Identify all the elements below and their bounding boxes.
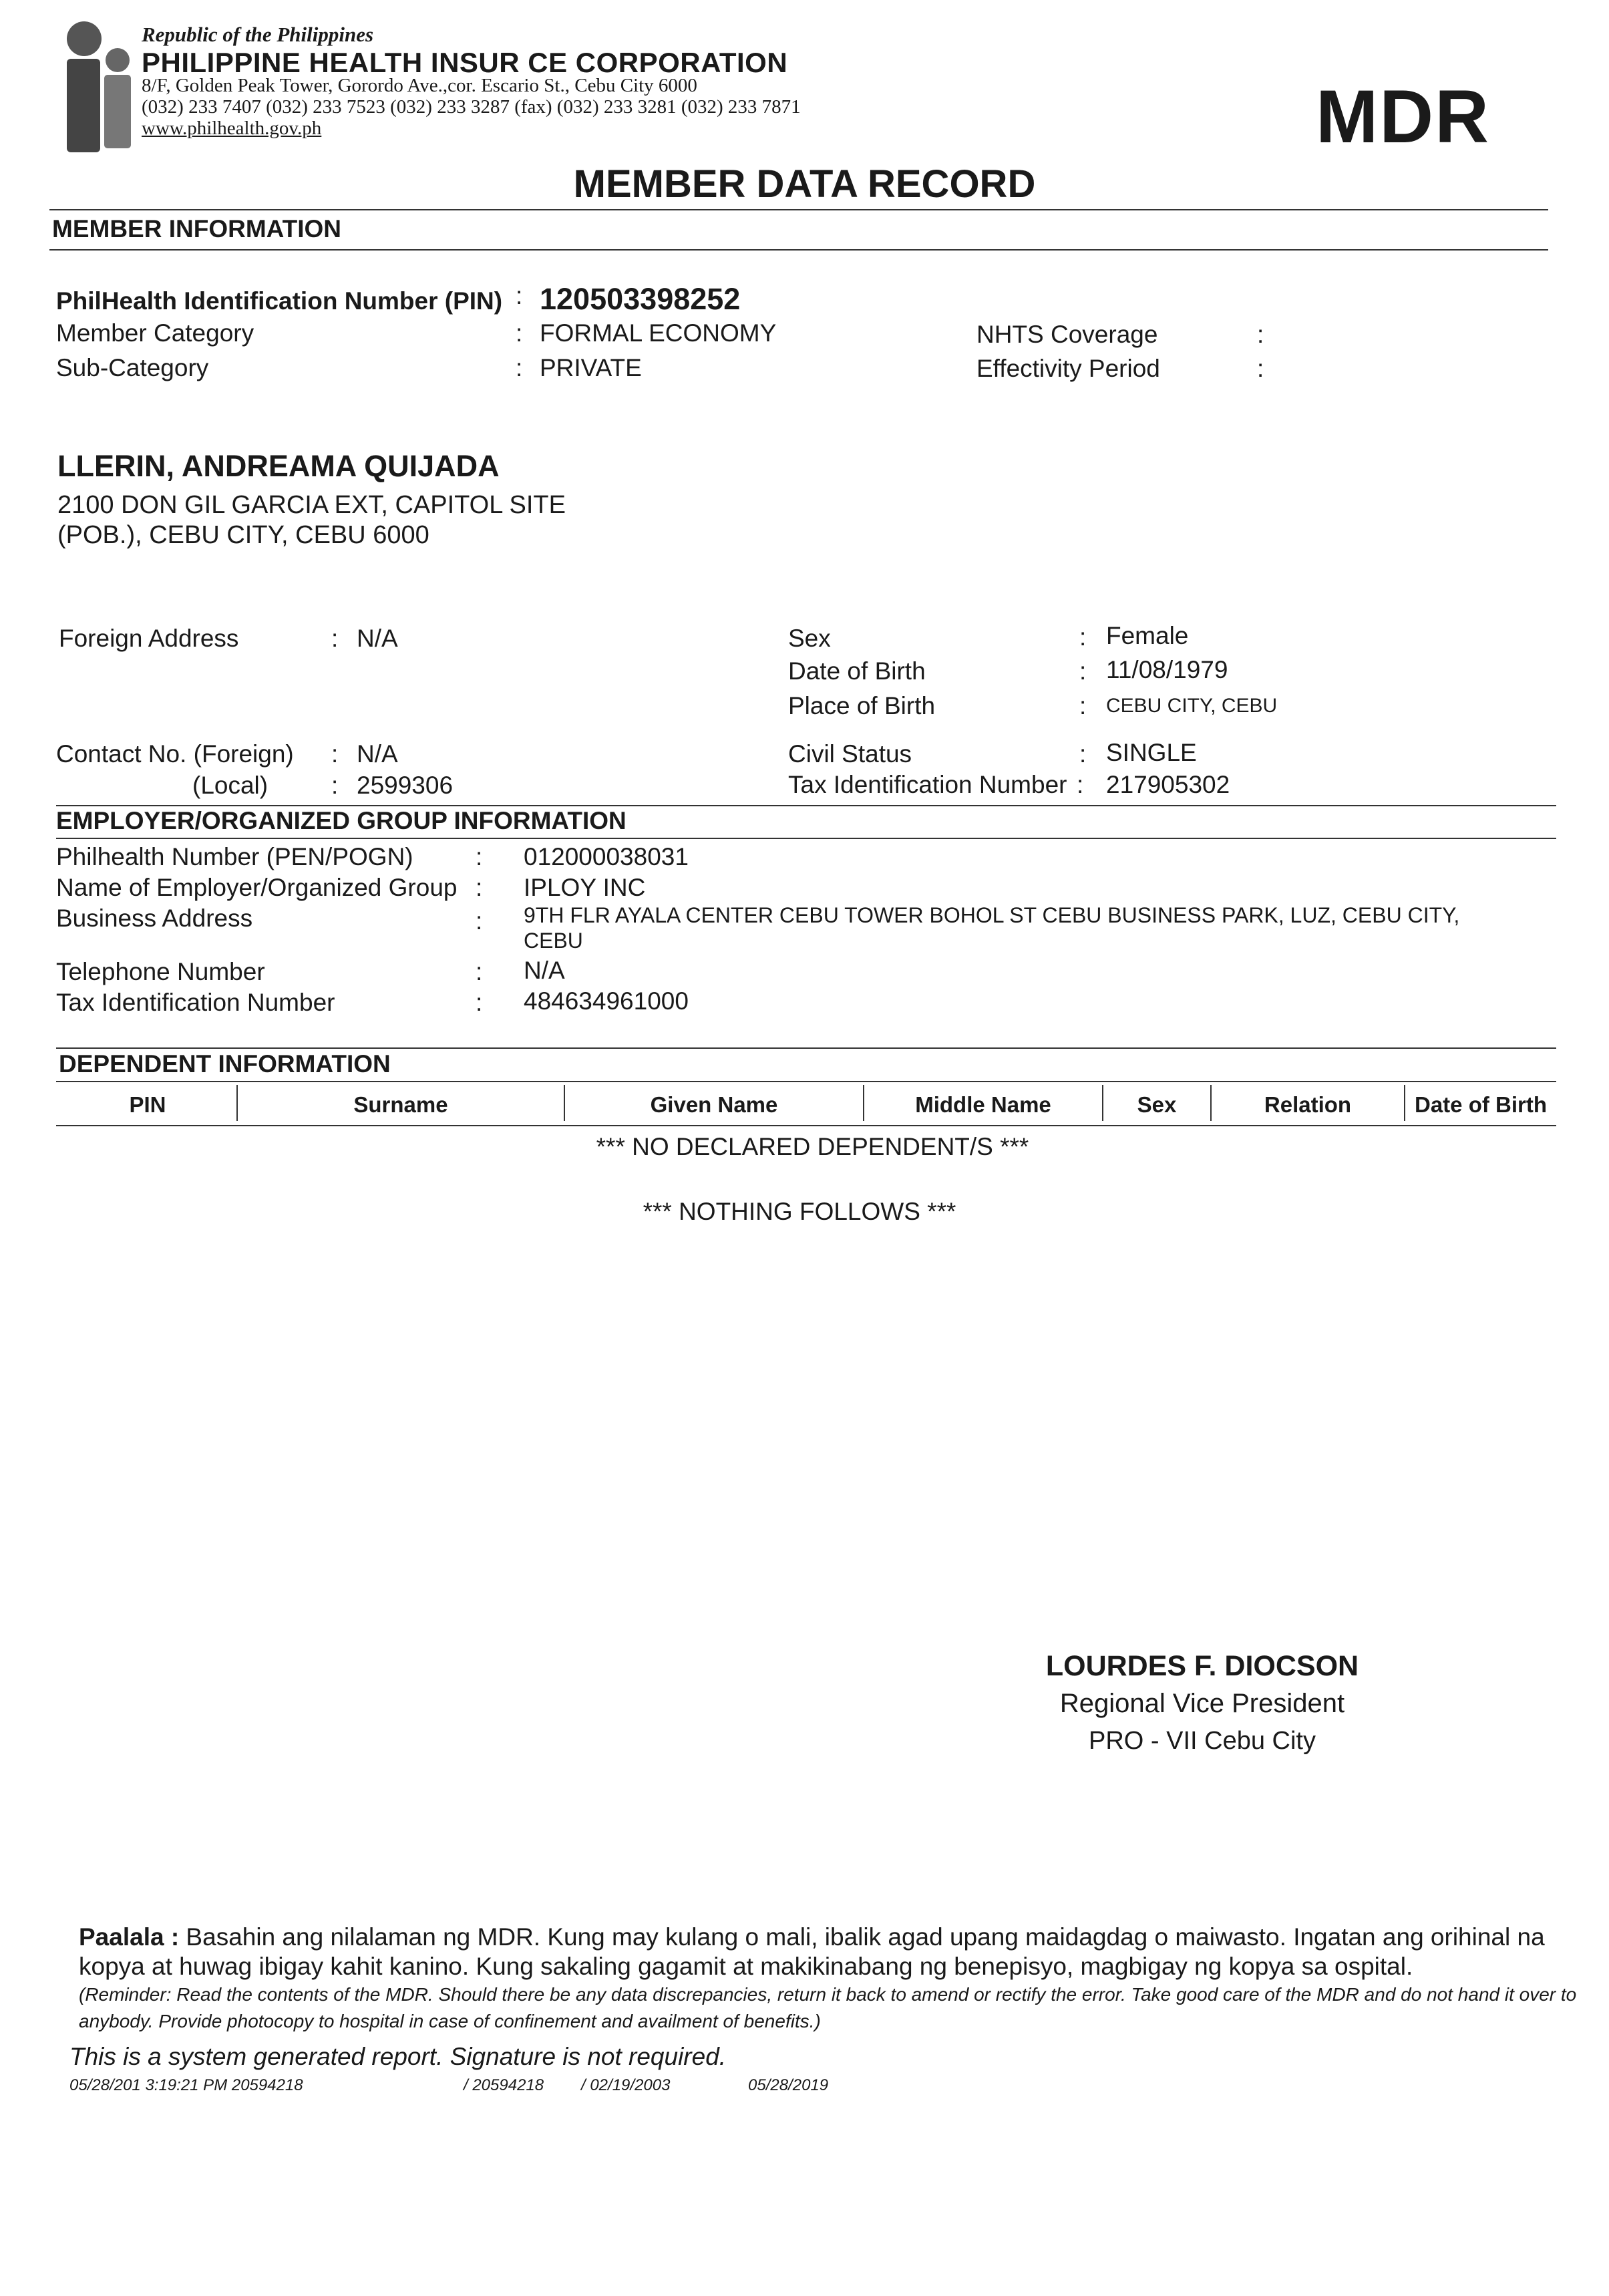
category-colon: :	[516, 319, 523, 347]
subcategory-colon: :	[516, 354, 523, 381]
employer-info-heading: EMPLOYER/ORGANIZED GROUP INFORMATION	[56, 807, 627, 834]
effectivity-colon: :	[1257, 355, 1264, 382]
employer-name-value: IPLOY INC	[524, 874, 646, 901]
divider	[56, 1081, 1556, 1082]
footer-ref2: / 02/19/2003	[581, 2076, 671, 2094]
pin-colon: :	[516, 282, 523, 309]
employer-tin-colon: :	[476, 989, 483, 1016]
contact-foreign-colon: :	[331, 740, 339, 768]
employer-name-colon: :	[476, 874, 483, 901]
divider	[56, 1047, 1556, 1049]
member-name: LLERIN, ANDREAMA QUIJADA	[57, 449, 500, 483]
signatory-block	[1002, 1647, 1403, 1760]
civil-status-colon: :	[1079, 740, 1087, 768]
pen-label: Philhealth Number (PEN/POGN)	[56, 843, 413, 870]
divider	[56, 1125, 1556, 1126]
contact-foreign-label: Contact No. (Foreign)	[56, 740, 294, 768]
business-address-line1: 9TH FLR AYALA CENTER CEBU TOWER BOHOL ST CEBU BUSINESS PARK, LUZ, CEBU CITY,	[524, 903, 1460, 927]
footer-ref3: 05/28/2019	[748, 2076, 829, 2094]
pob-colon: :	[1079, 692, 1087, 719]
reminder-filipino	[79, 1923, 1582, 1981]
divider	[56, 838, 1556, 839]
employer-tin-label: Tax Identification Number	[56, 989, 335, 1016]
nhts-label: NHTS Coverage	[976, 321, 1158, 348]
col-surname: Surname	[353, 1092, 448, 1117]
divider	[56, 805, 1556, 806]
nothing-follows-text: *** NOTHING FOLLOWS ***	[643, 1198, 956, 1225]
footer-ref1: / 20594218	[464, 2076, 544, 2094]
reminder-english: (Reminder: Read the contents of the MDR. Should there be any data discrepancies, return it back to amend or rectify the error. Take good care of the MDR and do not hand it over to anybody. Provide photocopy to hospital in case of confinement and availment of benefits.)	[79, 1984, 1577, 2031]
category-value: FORMAL ECONOMY	[540, 319, 777, 347]
foreign-address-colon: :	[331, 625, 339, 652]
member-address-line1: 2100 DON GIL GARCIA EXT, CAPITOL SITE	[57, 491, 566, 519]
dob-colon: :	[1079, 657, 1087, 685]
no-dependents-text: *** NO DECLARED DEPENDENT/S ***	[596, 1133, 1029, 1160]
nhts-colon: :	[1257, 321, 1264, 348]
business-address-label: Business Address	[56, 905, 253, 932]
contact-foreign-value: N/A	[357, 740, 398, 768]
telephone-value: N/A	[524, 957, 565, 984]
employer-tin-value: 484634961000	[524, 987, 689, 1015]
sex-label: Sex	[788, 625, 831, 652]
telephone-label: Telephone Number	[56, 958, 265, 985]
subcategory-value: PRIVATE	[540, 354, 642, 381]
pen-colon: :	[476, 843, 483, 870]
member-tin-label: Tax Identification Number	[788, 771, 1067, 798]
sex-colon: :	[1079, 623, 1087, 651]
corporation-name: PHILIPPINE HEALTH INSUR CE CORPORATION	[142, 47, 788, 78]
divider	[49, 209, 1548, 210]
dependent-info-heading: DEPENDENT INFORMATION	[59, 1050, 391, 1078]
dob-value: 11/08/1979	[1106, 656, 1228, 683]
effectivity-label: Effectivity Period	[976, 355, 1160, 382]
civil-status-label: Civil Status	[788, 740, 912, 768]
signatory-title: Regional Vice President	[1059, 1689, 1345, 1718]
member-info-heading: MEMBER INFORMATION	[52, 215, 341, 242]
page-title: MEMBER DATA RECORD	[573, 162, 1036, 206]
member-tin-value: 217905302	[1106, 771, 1230, 798]
employer-name-label: Name of Employer/Organized Group	[56, 874, 458, 901]
office-address	[142, 75, 801, 118]
document-code: MDR	[1316, 75, 1491, 158]
member-address-line2: (POB.), CEBU CITY, CEBU 6000	[57, 521, 429, 549]
category-label: Member Category	[56, 319, 254, 347]
pin-label: PhilHealth Identification Number (PIN)	[56, 287, 503, 315]
signatory-office: PRO - VII Cebu City	[1089, 1727, 1316, 1755]
contact-local-colon: :	[331, 772, 339, 799]
republic-text: Republic of the Philippines	[142, 23, 374, 46]
col-date-of-birth: Date of Birth	[1415, 1092, 1547, 1117]
col-pin: PIN	[129, 1092, 166, 1117]
contact-local-label: (Local)	[192, 772, 269, 799]
col-middle-name: Middle Name	[915, 1092, 1051, 1117]
divider	[49, 249, 1548, 251]
col-sex: Sex	[1137, 1092, 1177, 1117]
reminder-text: Basahin ang nilalaman ng MDR. Kung may kulang o mali, ibalik agad upang maidagdag o maiwasto. Ingatan ang orihinal na kopya at huwag ibigay kahit kanino. Kung sakaling gagamit at makikinabang ng benepisyo, magbigay ng kopya sa ospital.	[79, 1923, 1545, 1980]
footer-generated: 05/28/201 3:19:21 PM 20594218	[69, 2076, 303, 2094]
reminder-label: Paalala :	[79, 1923, 180, 1951]
member-tin-colon: :	[1077, 771, 1084, 798]
col-relation: Relation	[1264, 1092, 1352, 1117]
office-street: 8/F, Golden Peak Tower, Gorordo Ave.,cor. Escario St., Cebu City 6000	[142, 75, 697, 96]
telephone-colon: :	[476, 958, 483, 985]
subcategory-label: Sub-Category	[56, 354, 209, 381]
business-address-colon: :	[476, 907, 483, 935]
civil-status-value: SINGLE	[1106, 739, 1197, 766]
pob-label: Place of Birth	[788, 692, 936, 719]
office-phones: (032) 233 7407 (032) 233 7523 (032) 233 3287 (fax) (032) 233 3281 (032) 233 7871	[142, 96, 801, 118]
foreign-address-label: Foreign Address	[59, 625, 239, 652]
philhealth-logo	[61, 20, 134, 154]
dob-label: Date of Birth	[788, 657, 926, 685]
system-generated-note: This is a system generated report. Signature is not required.	[69, 2043, 727, 2070]
sex-value: Female	[1106, 622, 1189, 649]
business-address-line2: CEBU	[524, 929, 583, 953]
pob-value: CEBU CITY, CEBU	[1106, 695, 1278, 717]
website-link[interactable]: www.philhealth.gov.ph	[142, 118, 322, 139]
contact-local-value: 2599306	[357, 772, 454, 799]
pin-value: 120503398252	[540, 282, 741, 316]
signatory-name: LOURDES F. DIOCSON	[1045, 1650, 1359, 1682]
pen-value: 012000038031	[524, 843, 689, 870]
foreign-address-value: N/A	[357, 625, 398, 652]
col-given-name: Given Name	[650, 1092, 778, 1117]
